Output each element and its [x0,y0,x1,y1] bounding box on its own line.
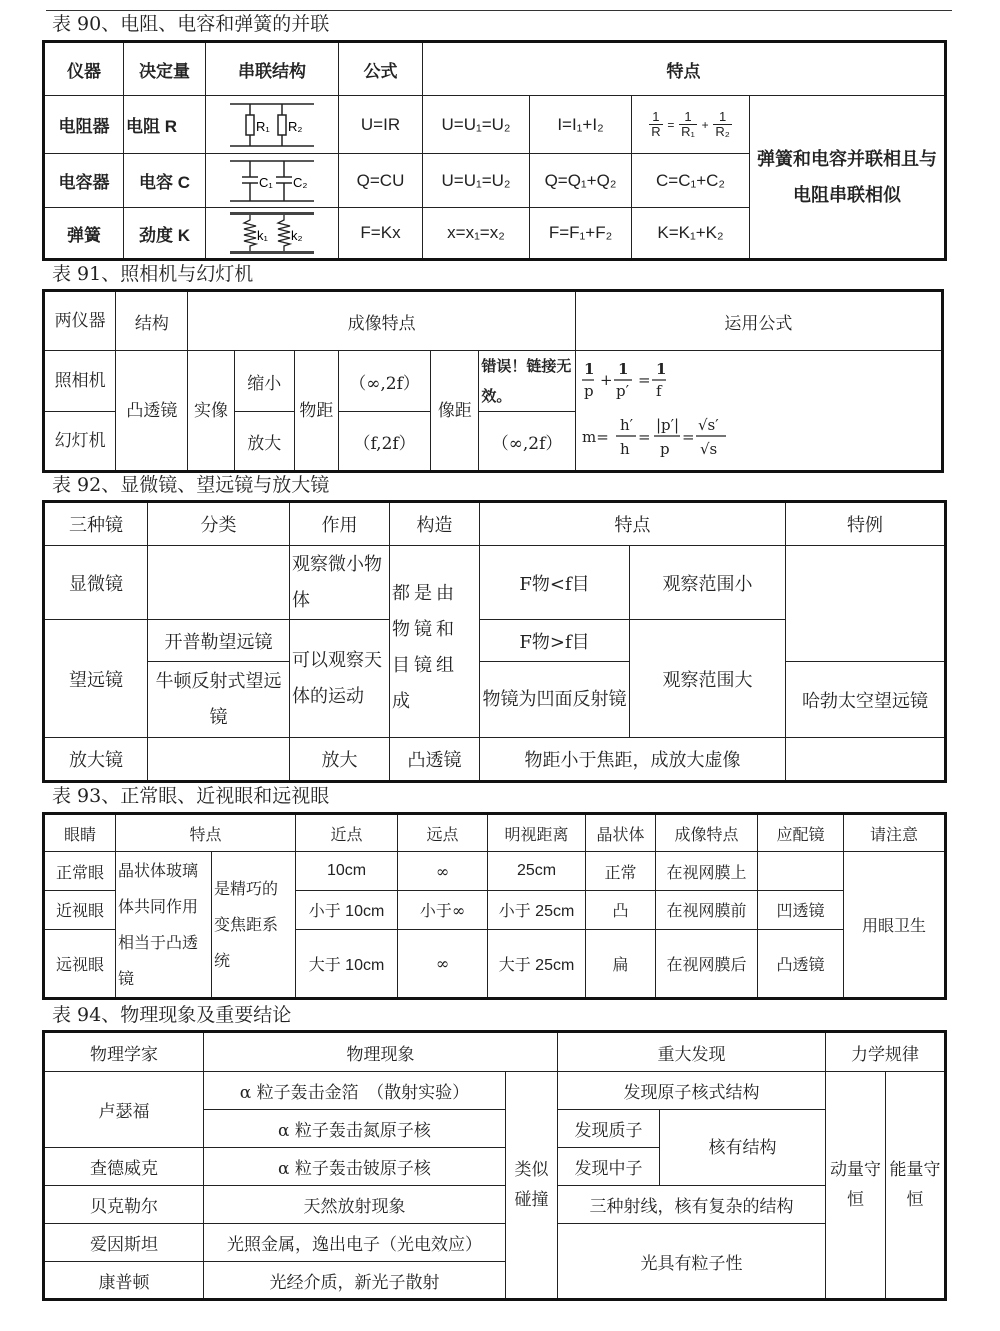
t94-phenomenon-3: α 粒子轰击铍原子核 [204,1148,506,1186]
t94-einstein: 爱因斯坦 [44,1224,204,1262]
resistor-label-2: R₂ [288,118,303,134]
t94-header-physicist: 物理学家 [44,1032,204,1072]
t94-chadwick: 查德威克 [44,1148,204,1186]
t90-resistor-c3: $\frac{1}{R}$ = $\frac{1}{\text{R₁}}$ + $\frac{1}{\text{R₂}}$ [632,96,750,154]
t90-capacitor-c3: C=C₁+C₂ [632,154,750,208]
t94-rutherford: 卢瑟福 [44,1072,204,1148]
t92-micro-feature: 观察范围小 [630,546,786,620]
t94-becquerel: 贝克勒尔 [44,1186,204,1224]
t94-discovery-5: 光具有粒子性 [558,1224,826,1300]
t90-note: 弹簧和电容并联相且与电阻串联相似 [750,96,946,260]
capacitor-parallel-diagram [206,154,339,208]
svg-text:p: p [659,440,670,458]
t93-myopia-image: 在视网膜前 [656,890,758,929]
table91 [42,289,944,473]
t91-header-devices: 两仪器 [44,291,116,351]
t93-header-image: 成像特点 [656,814,758,852]
t94-header-phenomenon: 物理现象 [204,1032,558,1072]
t93-header-note: 请注意 [844,814,946,852]
t93-header-near: 近点 [296,814,398,852]
t91-real-image: 实像 [188,351,234,472]
t93-header-far: 远点 [398,814,488,852]
t90-spring-formula: F=Kx [339,208,423,260]
svg-text:=: = [637,371,651,389]
t91-enlarge: 放大 [234,412,294,472]
t90-header-features: 特点 [423,42,946,96]
t91-error-link: 错误！链接无效。 [479,351,575,412]
t92-header-category: 分类 [148,502,290,546]
t93-normal-clear: 25cm [488,852,586,891]
t94-discovery-neutron: 发现中子 [558,1148,660,1186]
t94-nucleus-structure: 核有结构 [660,1110,826,1186]
t93-hyperopia-far: ∞ [398,929,488,998]
svg-text:p: p [583,382,594,400]
t92-header-function: 作用 [290,502,390,546]
t92-special-empty [786,546,946,662]
t93-eye-hyperopia: 远视眼 [44,929,116,998]
t94-header-discovery: 重大发现 [558,1032,826,1072]
table90 [42,40,947,261]
t93-normal-near: 10cm [296,852,398,891]
t94-phenomenon-4: 天然放射现象 [204,1186,506,1224]
t93-header-eye: 眼睛 [44,814,116,852]
t94-phenomenon-5: 光照金属，逸出电子（光电效应） [204,1224,506,1262]
t94-phenomenon-1: α 粒子轰击金箔 （散射实验） [204,1072,506,1110]
table93-caption: 表 93、正常眼、近视眼和远视眼 [52,785,330,807]
t92-microscope-category [148,546,290,620]
t92-hubble: 哈勃太空望远镜 [786,662,946,738]
t92-magnifier-structure: 凸透镜 [390,738,480,782]
table90-caption: 表 90、电阻、电容和弹簧的并联 [52,13,330,35]
t92-kepler: 开普勒望远镜 [148,620,290,662]
t93-feature-2: 是精巧的变焦距系统 [212,852,296,999]
t94-collision: 类似碰撞 [506,1072,558,1300]
table92 [42,500,947,783]
t92-header-features: 特点 [480,502,786,546]
capacitor-label-1: C₁ [259,174,273,190]
t91-image-distance: 像距 [431,351,479,472]
top-rule [46,10,952,11]
t93-hyperopia-lens: 扁 [586,929,656,998]
t93-eye-normal: 正常眼 [44,852,116,891]
t91-projector: 幻灯机 [44,412,116,472]
t92-magnifier-use: 放大 [290,738,390,782]
t91-formulas [575,351,942,472]
t92-magnifier-category [148,738,290,782]
t90-spring-c2: F=F₁+F₂ [530,208,632,260]
t92-header-mirrors: 三种镜 [44,502,148,546]
t92-tele-mirror: 物镜为凹面反射镜 [480,662,630,738]
t90-capacitor-formula: Q=CU [339,154,423,208]
capacitor-label-2: C₂ [293,174,308,190]
t93-header-lens: 晶状体 [586,814,656,852]
t91-formula-graphic [580,352,750,464]
svg-text:|p′|: |p′| [655,416,679,434]
t94-discovery-proton: 发现质子 [558,1110,660,1148]
t90-spring-qty: 劲度 K [124,208,206,260]
svg-text:1: 1 [583,360,595,378]
svg-text:1: 1 [655,360,667,378]
spring-label-2: k₂ [291,228,303,243]
t90-spring-c3: K=K₁+K₂ [632,208,750,260]
t90-spring-c1: x=x₁=x₂ [423,208,530,260]
t92-tele-feature: 观察范围大 [630,620,786,738]
t92-microscope: 显微镜 [44,546,148,620]
t92-header-structure: 构造 [390,502,480,546]
t92-newton: 牛顿反射式望远镜 [148,662,290,738]
svg-text:h: h [619,440,630,458]
t90-header-structure: 串联结构 [206,42,339,96]
t90-header-formula: 公式 [339,42,423,96]
table93 [42,812,947,1000]
t90-capacitor-qty: 电容 C [124,154,206,208]
t91-camera: 照相机 [44,351,116,412]
t92-magnifier-feature: 物距小于焦距，成放大虚像 [480,738,786,782]
t93-hyperopia-glasses: 凸透镜 [758,929,844,998]
t90-row-capacitor: 电容器 [44,154,124,208]
t93-normal-glasses [758,852,844,891]
t92-magnifier: 放大镜 [44,738,148,782]
t93-hyperopia-image: 在视网膜后 [656,929,758,998]
t94-discovery-1: 发现原子核式结构 [558,1072,826,1110]
t93-myopia-near: 小于 10cm [296,890,398,929]
t93-hyperopia-near: 大于 10cm [296,929,398,998]
t90-resistor-c1: U=U₁=U₂ [423,96,530,154]
svg-text:=: = [637,428,651,446]
t91-range-1: （∞,2f） [338,351,430,412]
t90-capacitor-c1: U=U₁=U₂ [423,154,530,208]
t93-myopia-clear: 小于 25cm [488,890,586,929]
spring-parallel-diagram [206,208,339,260]
t91-header-imaging: 成像特点 [188,291,575,351]
t91-header-structure: 结构 [116,291,188,351]
svg-text:p′: p′ [615,382,629,400]
table91-caption: 表 91、照相机与幻灯机 [52,263,254,285]
t90-row-spring: 弹簧 [44,208,124,260]
t92-structure: 都是由物镜和目镜组成 [390,546,480,738]
resistor-parallel-diagram [206,96,339,154]
t93-normal-lens: 正常 [586,852,656,891]
t92-tele-condition: F物>f目 [480,620,630,662]
t91-header-formulas: 运用公式 [575,291,942,351]
t90-capacitor-c2: Q=Q₁+Q₂ [530,154,632,208]
t93-header-clear: 明视距离 [488,814,586,852]
table94 [42,1030,947,1301]
t94-header-mechanics: 力学规律 [826,1032,946,1072]
t92-magnifier-special [786,738,946,782]
t90-header-instrument: 仪器 [44,42,124,96]
t94-compton: 康普顿 [44,1262,204,1300]
t93-eye-myopia: 近视眼 [44,890,116,929]
t91-convex-lens: 凸透镜 [116,351,188,472]
t92-header-special: 特例 [786,502,946,546]
t92-micro-condition: F物<f目 [480,546,630,620]
t94-phenomenon-6: 光经介质，新光子散射 [204,1262,506,1300]
svg-text:m=: m= [581,428,609,446]
t92-telescope: 望远镜 [44,620,148,738]
t93-myopia-glasses: 凹透镜 [758,890,844,929]
t93-hyperopia-clear: 大于 25cm [488,929,586,998]
t93-normal-image: 在视网膜上 [656,852,758,891]
t92-microscope-use: 观察微小物体 [290,546,390,620]
t91-range-3: （∞,2f） [479,412,575,472]
t90-resistor-formula: U=IR [339,96,423,154]
svg-text:1: 1 [617,360,629,378]
t93-header-glasses: 应配镜 [758,814,844,852]
resistor-label-1: R₁ [256,118,270,134]
t93-myopia-far: 小于∞ [398,890,488,929]
t90-row-resistor: 电阻器 [44,96,124,154]
t93-myopia-lens: 凸 [586,890,656,929]
t93-note: 用眼卫生 [844,852,946,999]
svg-text:√s′: √s′ [697,416,719,434]
svg-text:=: = [681,428,695,446]
t90-resistor-c2: I=I₁+I₂ [530,96,632,154]
svg-text:+: + [599,371,613,389]
table92-caption: 表 92、显微镜、望远镜与放大镜 [52,474,330,496]
t94-phenomenon-2: α 粒子轰击氮原子核 [204,1110,506,1148]
t94-energy: 能量守恒 [886,1072,946,1300]
t92-telescope-use: 可以观察天体的运动 [290,620,390,738]
t94-discovery-4: 三种射线，核有复杂的结构 [558,1186,826,1224]
t91-shrink: 缩小 [234,351,294,412]
svg-text:f: f [655,382,662,400]
t94-momentum: 动量守恒 [826,1072,886,1300]
t90-header-quantity: 决定量 [124,42,206,96]
table94-caption: 表 94、物理现象及重要结论 [52,1004,292,1026]
svg-text:h′: h′ [619,416,633,434]
svg-text:√s: √s [699,440,718,458]
t93-header-feature: 特点 [116,814,296,852]
spring-label-1: k₁ [257,228,268,243]
t91-object-distance: 物距 [294,351,338,472]
t93-normal-far: ∞ [398,852,488,891]
t93-feature-1: 晶状体玻璃体共同作用相当于凸透镜 [116,852,212,999]
t90-resistor-qty: 电阻 R [124,96,206,154]
t91-range-2: （f,2f） [338,412,430,472]
